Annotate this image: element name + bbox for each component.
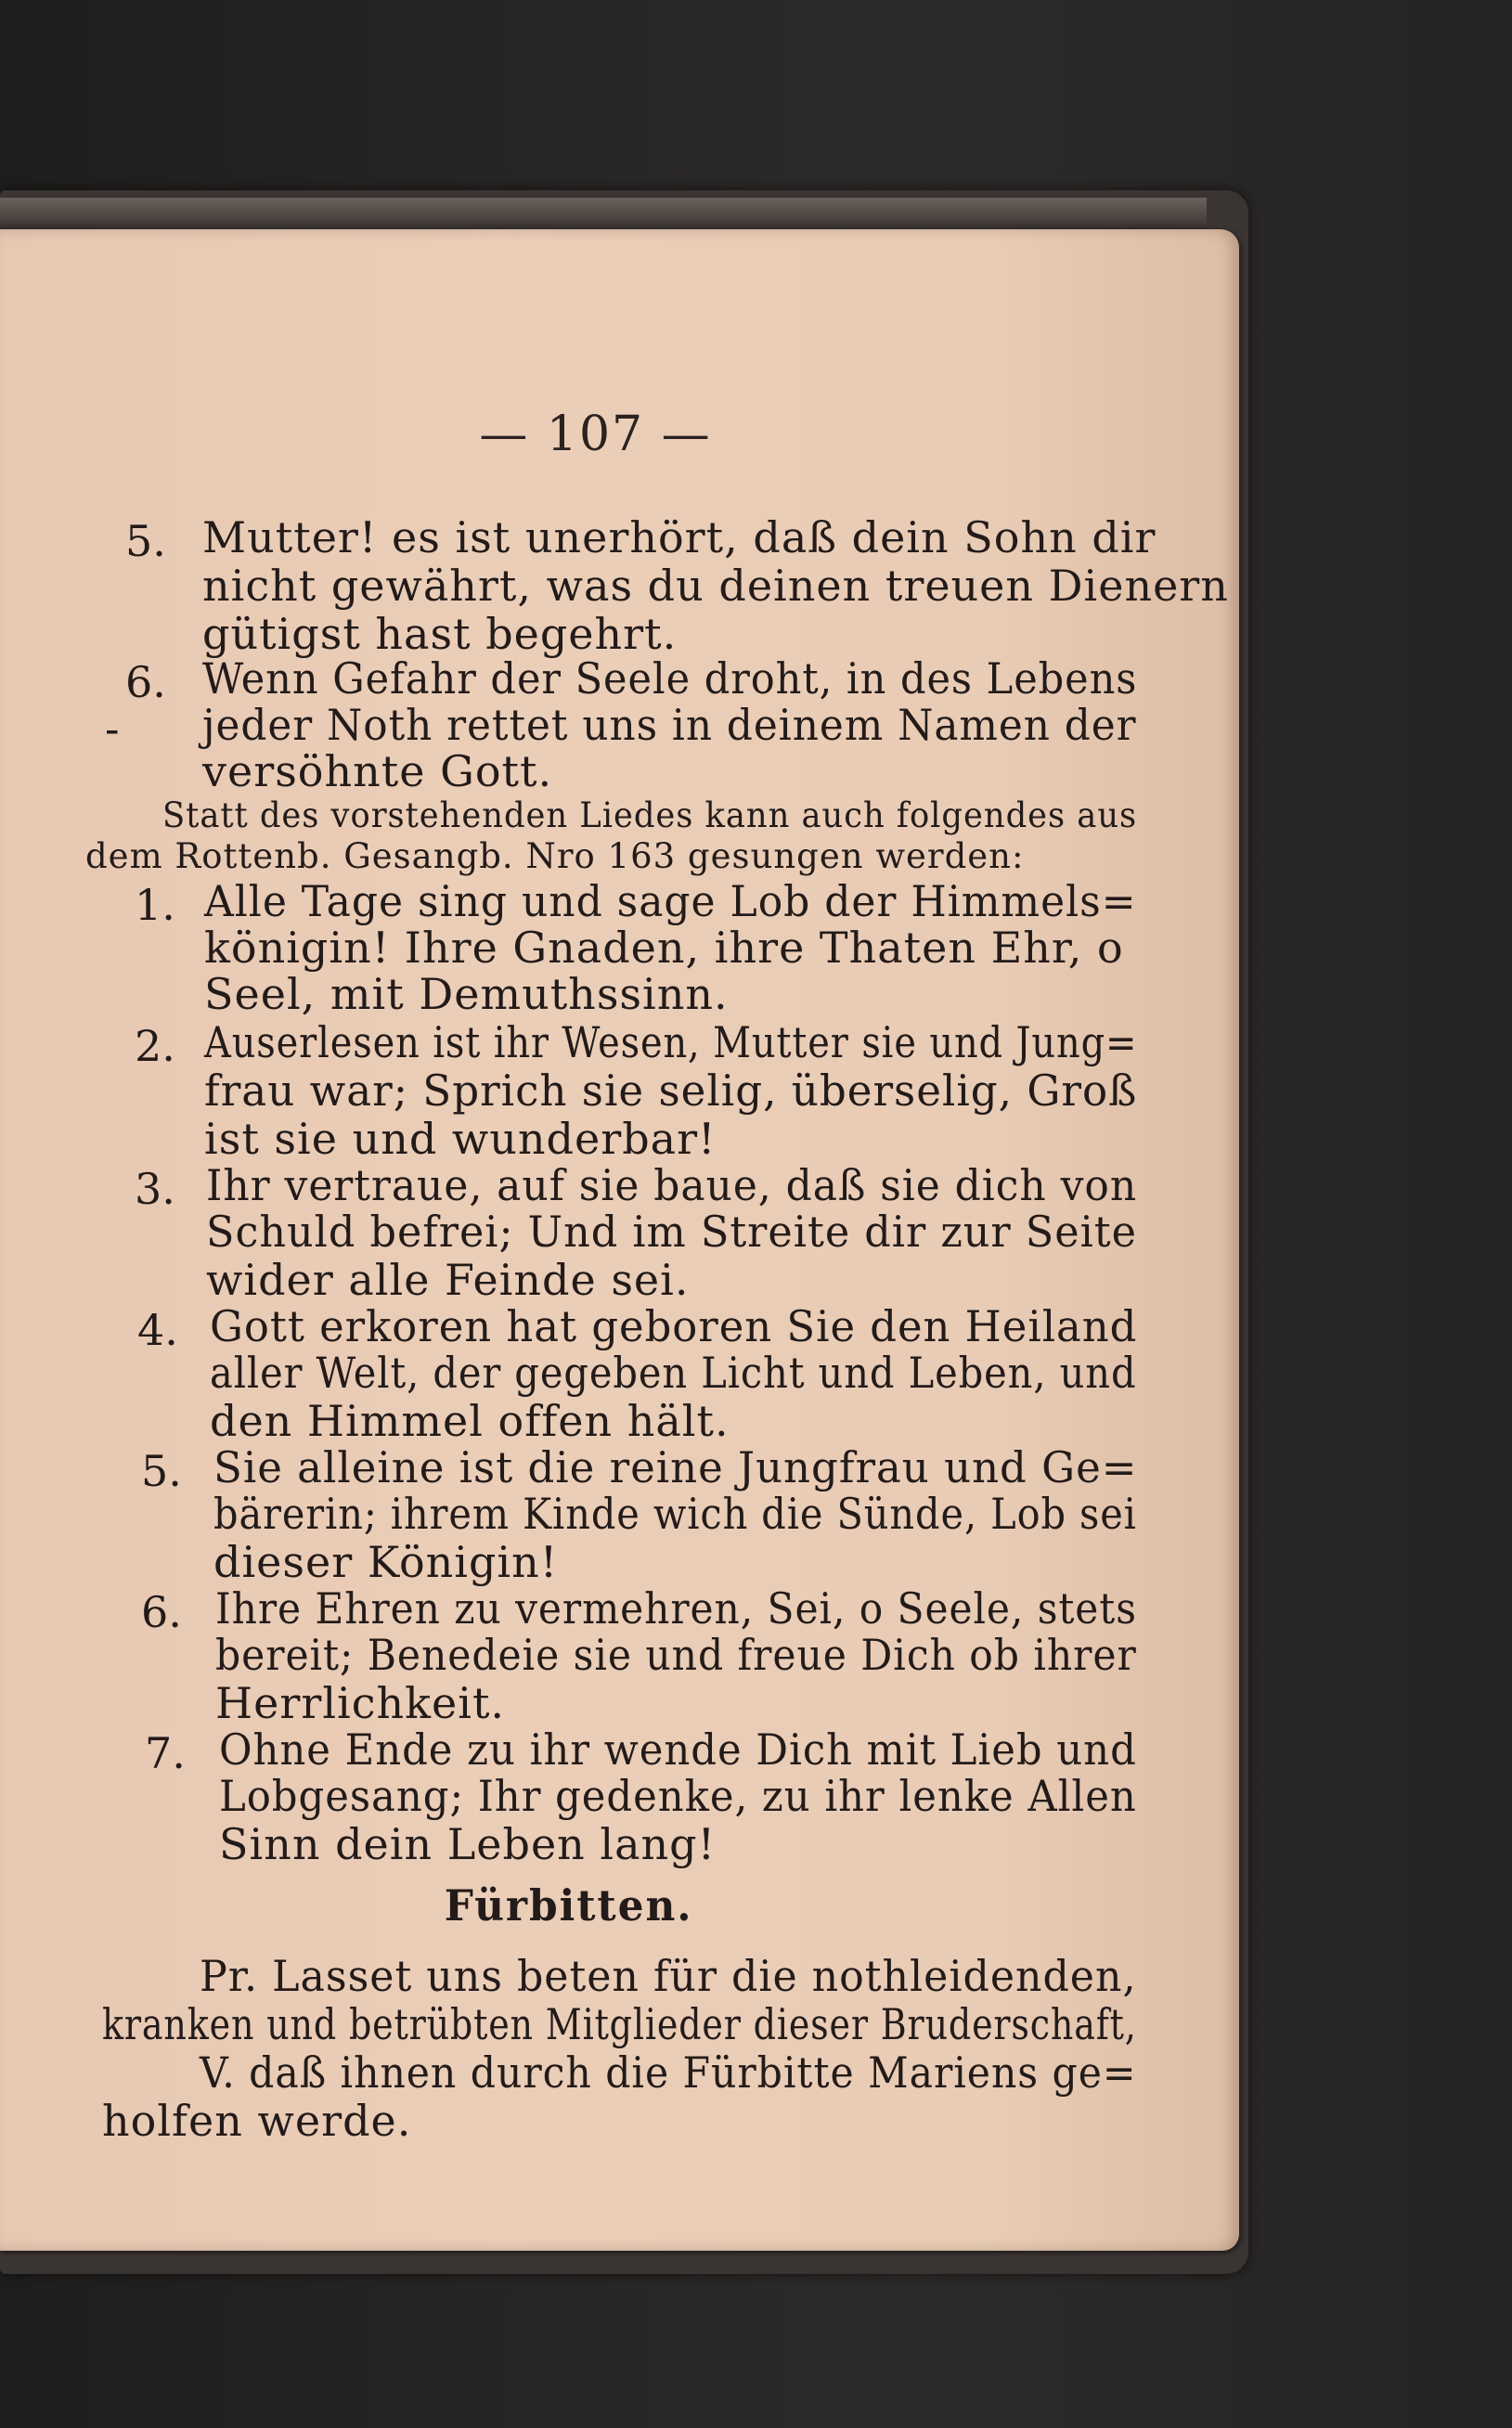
verse-line: jeder Noth rettet uns in deinem Namen der [202,700,1137,750]
prayer-line: kranken und betrübten Mitglieder dieser Bruderschaft, [102,1999,1137,2049]
verse-line: Mutter! es ist unerhört, daß dein Sohn dir [202,512,1157,562]
verse-line: wider alle Feinde sei. [206,1255,690,1305]
verse-line: Wenn Gefahr der Seele droht, in des Lebens [202,653,1138,704]
verse-line: bereit; Benedeie sie und freue Dich ob ihrer [215,1630,1137,1680]
verse-line: Ihr vertraue, auf sie baue, daß sie dich von [206,1160,1138,1210]
page-number: — 107 — [479,407,712,462]
verse-number: 2. [135,1021,175,1071]
section-heading: Fürbitten. [444,1880,693,1931]
verse-number: 6. [125,657,166,707]
verse-line: gütigst hast begehrt. [202,609,678,659]
verse-line: Sie alleine ist die reine Jungfrau und Ge= [213,1442,1138,1492]
verse-line: aller Welt, der gegeben Licht und Leben, und [210,1348,1137,1398]
page-edges [0,198,1207,231]
verse-line: Schuld befrei; Und im Streite dir zur Seite [206,1207,1137,1257]
note-line: Statt des vorstehenden Liedes kann auch folgendes aus [162,795,1138,835]
verse-line: Ihre Ehren zu vermehren, Sei, o Seele, stets [215,1583,1137,1634]
verse-line: frau war; Sprich sie selig, überselig, Groß [204,1065,1138,1116]
verse-line: den Himmel offen hält. [210,1396,730,1446]
verse-line: Ohne Ende zu ihr wende Dich mit Lieb und [219,1724,1137,1775]
verse-line: Alle Tage sing und sage Lob der Himmels= [204,876,1137,926]
verse-number: 3. [135,1164,175,1214]
verse-line: bärerin; ihrem Kinde wich die Sünde, Lob sei [213,1489,1137,1539]
verse-line: Auserlesen ist ihr Wesen, Mutter sie und Jung= [204,1017,1138,1067]
verse-line: ist sie und wunderbar! [204,1114,717,1164]
verse-number: 1. [135,880,175,930]
verse-number: 4. [137,1305,178,1355]
prayer-line: Pr. Lasset uns beten für die nothleidenden, [200,1951,1137,2001]
verse-line: Sinn dein Leben lang! [219,1819,717,1869]
verse-line: Gott erkoren hat geboren Sie den Heiland [210,1301,1138,1351]
note-line: dem Rottenb. Gesangb. Nro 163 gesungen werden: [85,836,1025,876]
verse-number: 5. [141,1446,182,1496]
verse-line: dieser Königin! [213,1537,559,1587]
verse-line: nicht gewährt, was du deinen treuen Dienern [202,561,1229,611]
verse-line: königin! Ihre Gnaden, ihre Thaten Ehr, o [204,923,1124,973]
dash-mark: - [105,704,120,754]
prayer-line: V. daß ihnen durch die Fürbitte Mariens ge= [200,2047,1137,2098]
verse-number: 7. [145,1728,186,1778]
verse-number: 6. [141,1587,182,1637]
verse-line: Seel, mit Demuthssinn. [204,969,729,1019]
verse-number: 5. [125,516,166,566]
verse-line: versöhnte Gott. [202,746,553,796]
prayer-line: holfen werde. [102,2096,412,2146]
verse-line: Lobgesang; Ihr gedenke, zu ihr lenke Allen [219,1771,1137,1821]
verse-line: Herrlichkeit. [215,1678,506,1728]
